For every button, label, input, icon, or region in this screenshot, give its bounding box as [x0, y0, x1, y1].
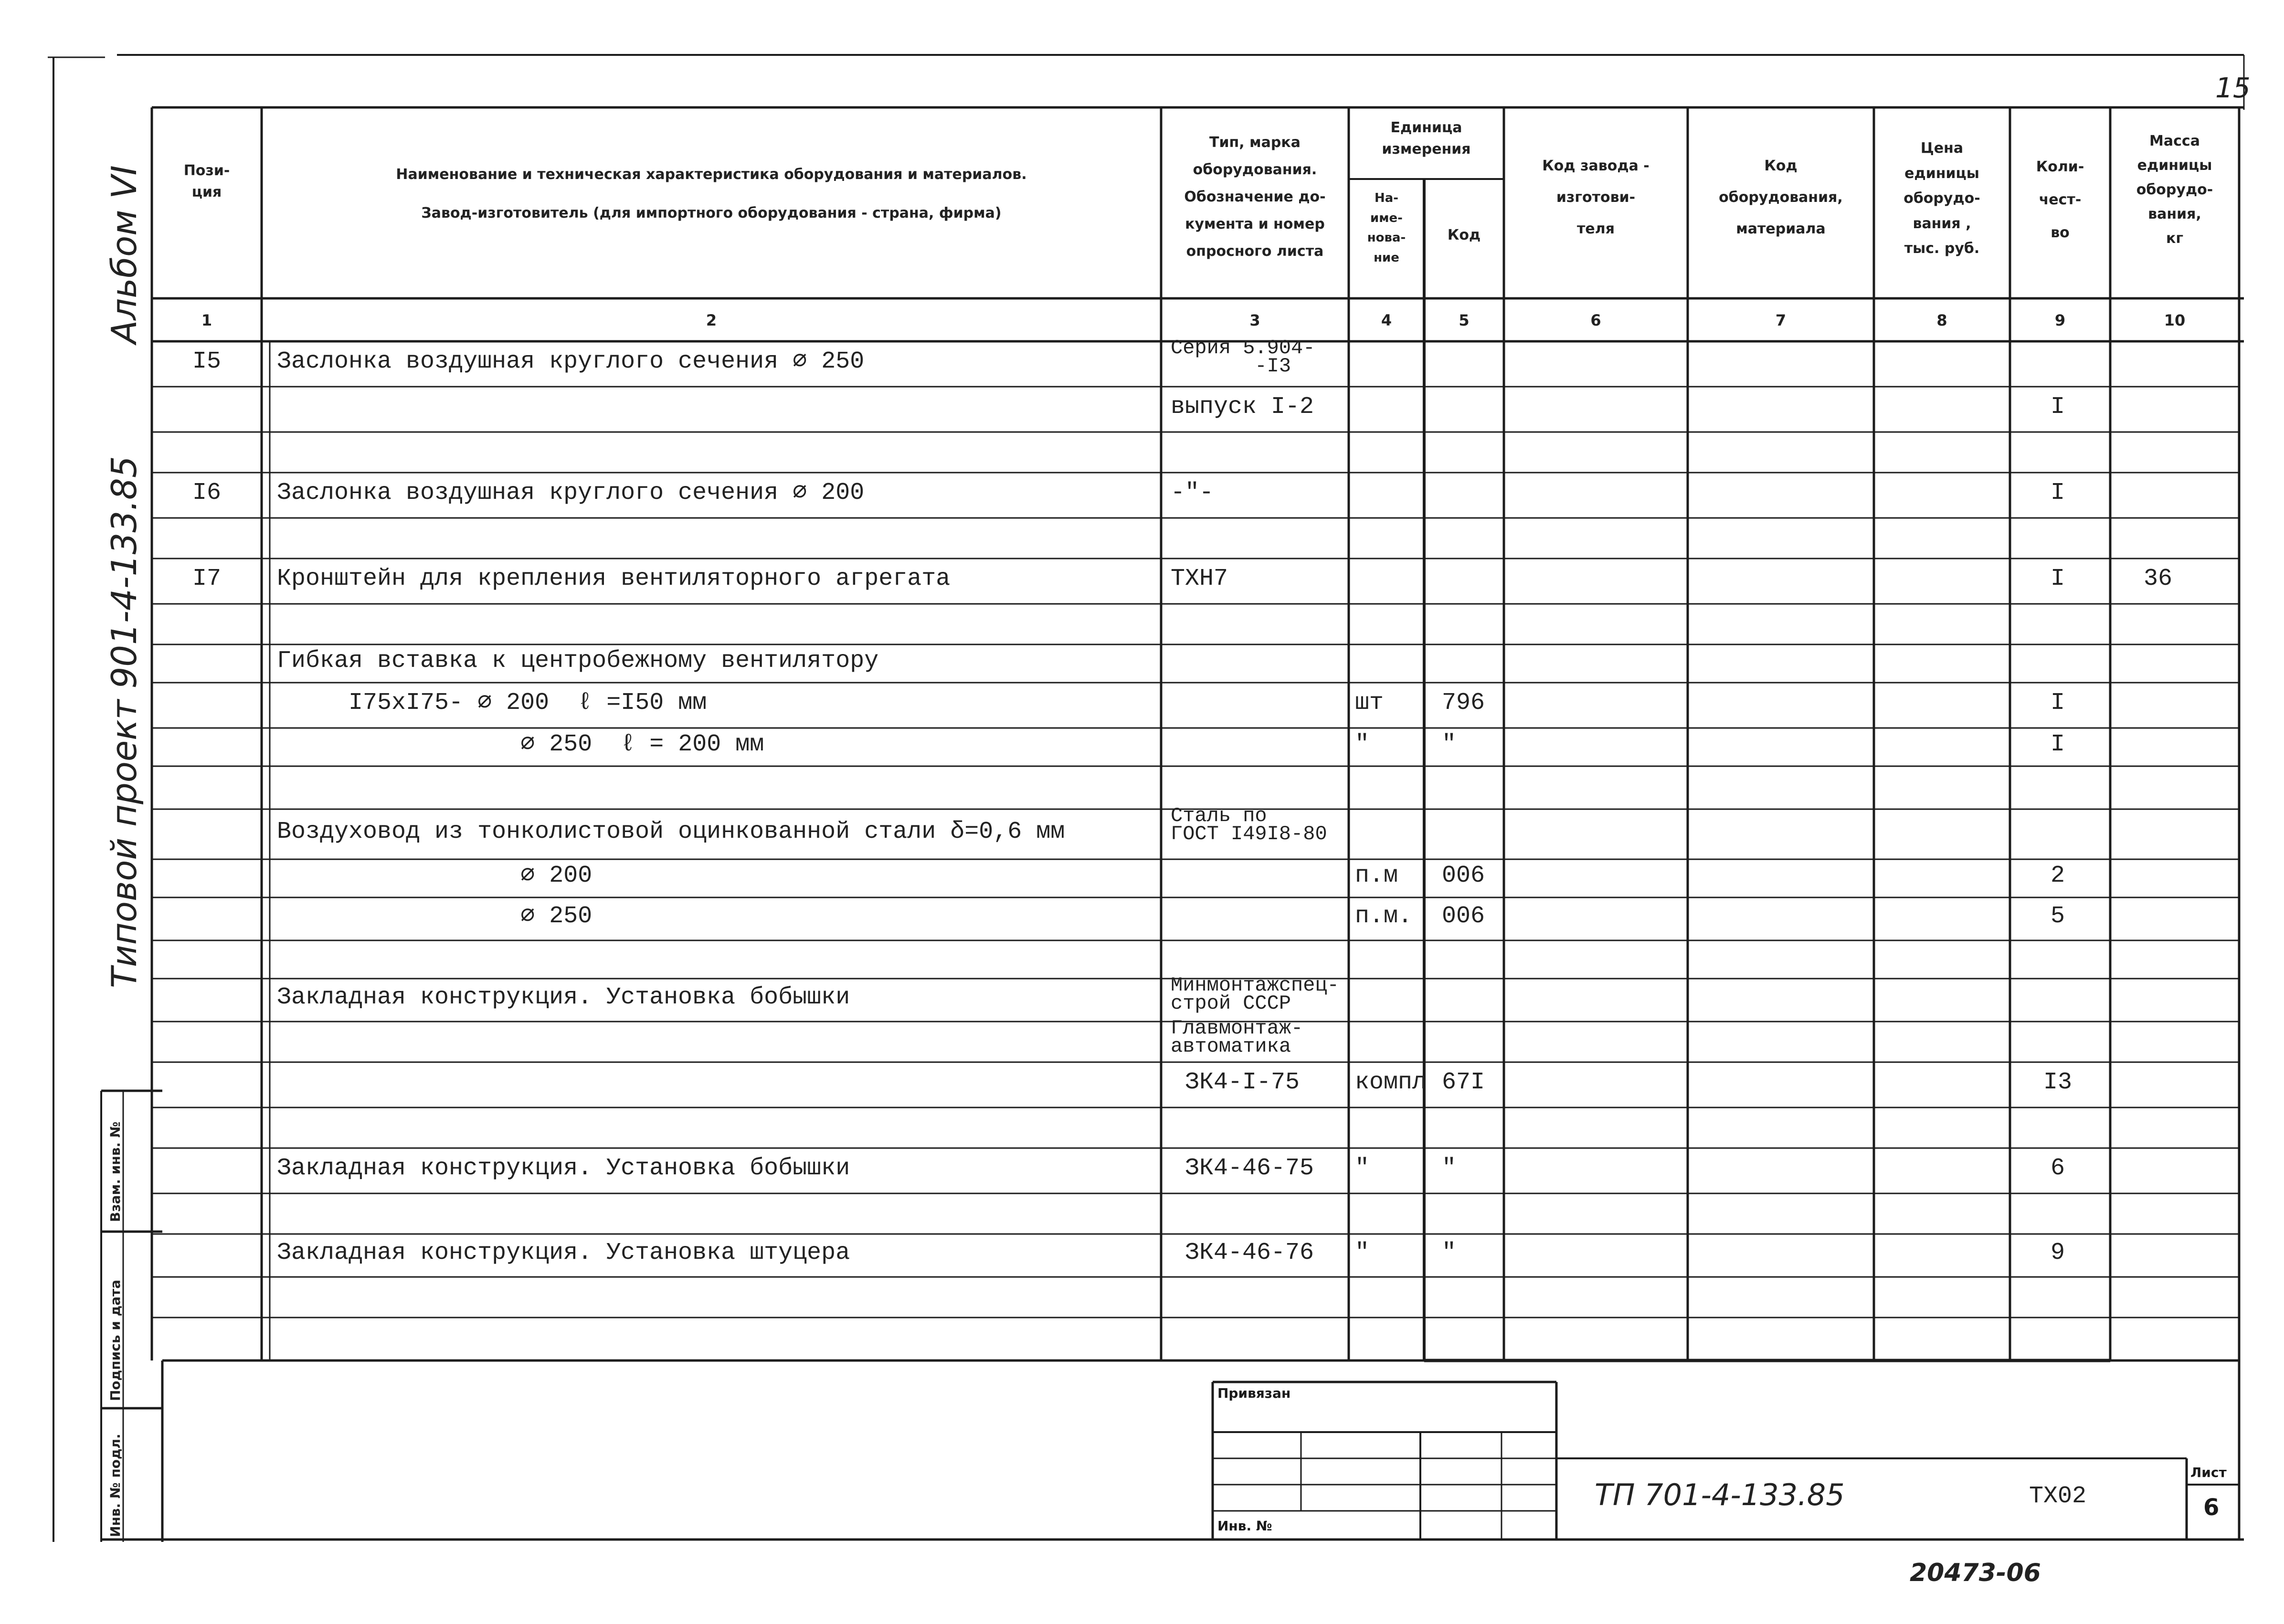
cell-pos: I5 — [192, 348, 221, 375]
header-pos: Пози- ция — [183, 162, 230, 200]
cell-code: " — [1442, 731, 1457, 758]
col-number: 3 — [1249, 311, 1260, 329]
header-unit-code: Код — [1447, 227, 1481, 243]
sheet-number: 6 — [2203, 1494, 2220, 1521]
cell-mass: 36 — [2144, 565, 2173, 592]
cell-name: Воздуховод из тонколистовой оцинкованной стали δ=0,6 мм — [277, 818, 1065, 845]
cell-name: Закладная конструкция. Установка бобышки — [277, 1154, 850, 1182]
cell-unit: " — [1355, 1154, 1370, 1182]
inv-no-label: Инв. № — [1217, 1518, 1272, 1534]
col-number: 6 — [1590, 311, 1601, 329]
header-price: Цена единицы оборудо- вания , тыс. руб. — [1903, 140, 1980, 257]
bound-label: Привязан — [1217, 1385, 1291, 1401]
cell-name: Закладная конструкция. Установка бобышки — [277, 984, 850, 1011]
cell-name: ∅ 200 — [277, 862, 592, 889]
cell-type: ЗК4-I-75 — [1171, 1068, 1300, 1096]
cell-code: " — [1442, 1154, 1457, 1182]
header-name: Наименование и техническая характеристика оборудования и материалов. Завод-изготовитель (для импортного оборудования - страна, фирма) — [396, 166, 1027, 221]
stamp-sign-date: Подпись и дата — [107, 1279, 123, 1401]
header-maker-code: Код завода - изготови- теля — [1542, 158, 1650, 237]
cell-type: Главмонтаж- автоматика — [1171, 1017, 1303, 1058]
project-label: Типовой проект 901-4-133.85 — [104, 456, 144, 988]
cell-qty: I — [2050, 731, 2065, 758]
cell-qty: 5 — [2050, 903, 2065, 930]
cell-type: ТХН7 — [1171, 565, 1228, 592]
album-label: Альбом VI — [104, 165, 144, 344]
col-number: 10 — [2164, 311, 2186, 329]
cell-qty: I — [2050, 565, 2065, 592]
cell-qty: 6 — [2050, 1154, 2065, 1182]
cell-name: Заслонка воздушная круглого сечения ∅ 250 — [277, 348, 865, 375]
cell-unit: " — [1355, 1239, 1370, 1266]
cell-type: Минмонтажспец- строй СССР — [1171, 974, 1339, 1015]
cell-code: 006 — [1442, 903, 1485, 930]
cell-type: Серия 5.904- -I3 — [1171, 337, 1315, 378]
cell-code: 796 — [1442, 689, 1485, 717]
cell-pos: I6 — [192, 479, 221, 506]
cell-type: -"- — [1171, 479, 1214, 506]
cell-pos: I7 — [192, 565, 221, 592]
cell-qty: I3 — [2043, 1068, 2072, 1096]
col-number: 9 — [2054, 311, 2066, 329]
cell-name: Заслонка воздушная круглого сечения ∅ 200 — [277, 479, 865, 506]
cell-unit: п.м. — [1355, 903, 1413, 930]
cell-name: ∅ 250 ℓ = 200 мм — [277, 731, 764, 758]
cell-qty: I — [2050, 479, 2065, 506]
page-corner-number: 15 — [2215, 72, 2251, 104]
cell-qty: 2 — [2050, 862, 2065, 889]
cell-unit: компл — [1355, 1068, 1427, 1096]
document-code: ТП 701-4-133.85 — [1595, 1477, 1845, 1512]
stamp-inv-orig: Инв. № подл. — [107, 1434, 123, 1537]
cell-code: " — [1442, 1239, 1457, 1266]
cell-type: выпуск I-2 — [1171, 393, 1314, 421]
cell-unit: шт — [1355, 689, 1384, 717]
header-equip-code: Код оборудования, материала — [1719, 158, 1843, 237]
cell-unit: п.м — [1355, 862, 1398, 889]
cell-name: I75xI75- ∅ 200 ℓ =I50 мм — [277, 689, 707, 717]
cell-name: ∅ 250 — [277, 903, 592, 930]
stamp-inv-replace: Взам. инв. № — [107, 1121, 123, 1222]
header-unit-group: Единица измерения — [1382, 119, 1471, 158]
col-number: 8 — [1936, 311, 1947, 329]
cell-type: Сталь по ГОСТ I49I8-80 — [1171, 804, 1327, 845]
header-type: Тип, марка оборудования. Обозначение до- кумента и номер опросного листа — [1184, 134, 1326, 260]
cell-code: 006 — [1442, 862, 1485, 889]
cell-code: 67I — [1442, 1068, 1485, 1096]
footer-number: 20473-06 — [1910, 1559, 2041, 1587]
cell-type: ЗК4-46-75 — [1171, 1154, 1314, 1182]
col-number: 1 — [201, 311, 212, 329]
cell-qty: I — [2050, 393, 2065, 421]
header-unit-name: На- име- нова- ние — [1367, 191, 1406, 265]
header-qty: Коли- чест- во — [2036, 158, 2084, 241]
cell-name: Гибкая вставка к центробежному вентилятору — [277, 647, 879, 675]
cell-qty: I — [2050, 689, 2065, 717]
col-number: 4 — [1381, 311, 1392, 329]
header-mass: Масса единицы оборудо- вания, кг — [2136, 133, 2213, 247]
cell-unit: " — [1355, 731, 1370, 758]
cell-qty: 9 — [2050, 1239, 2065, 1266]
col-number: 2 — [706, 311, 717, 329]
cell-name: Закладная конструкция. Установка штуцера — [277, 1239, 850, 1266]
col-number: 7 — [1775, 311, 1787, 329]
sheet-label: Лист — [2190, 1465, 2227, 1480]
cell-type: ЗК4-46-76 — [1171, 1239, 1314, 1266]
col-number: 5 — [1459, 311, 1470, 329]
cell-name: Кронштейн для крепления вентиляторного агрегата — [277, 565, 951, 592]
document-mark: ТХ02 — [2029, 1483, 2087, 1510]
